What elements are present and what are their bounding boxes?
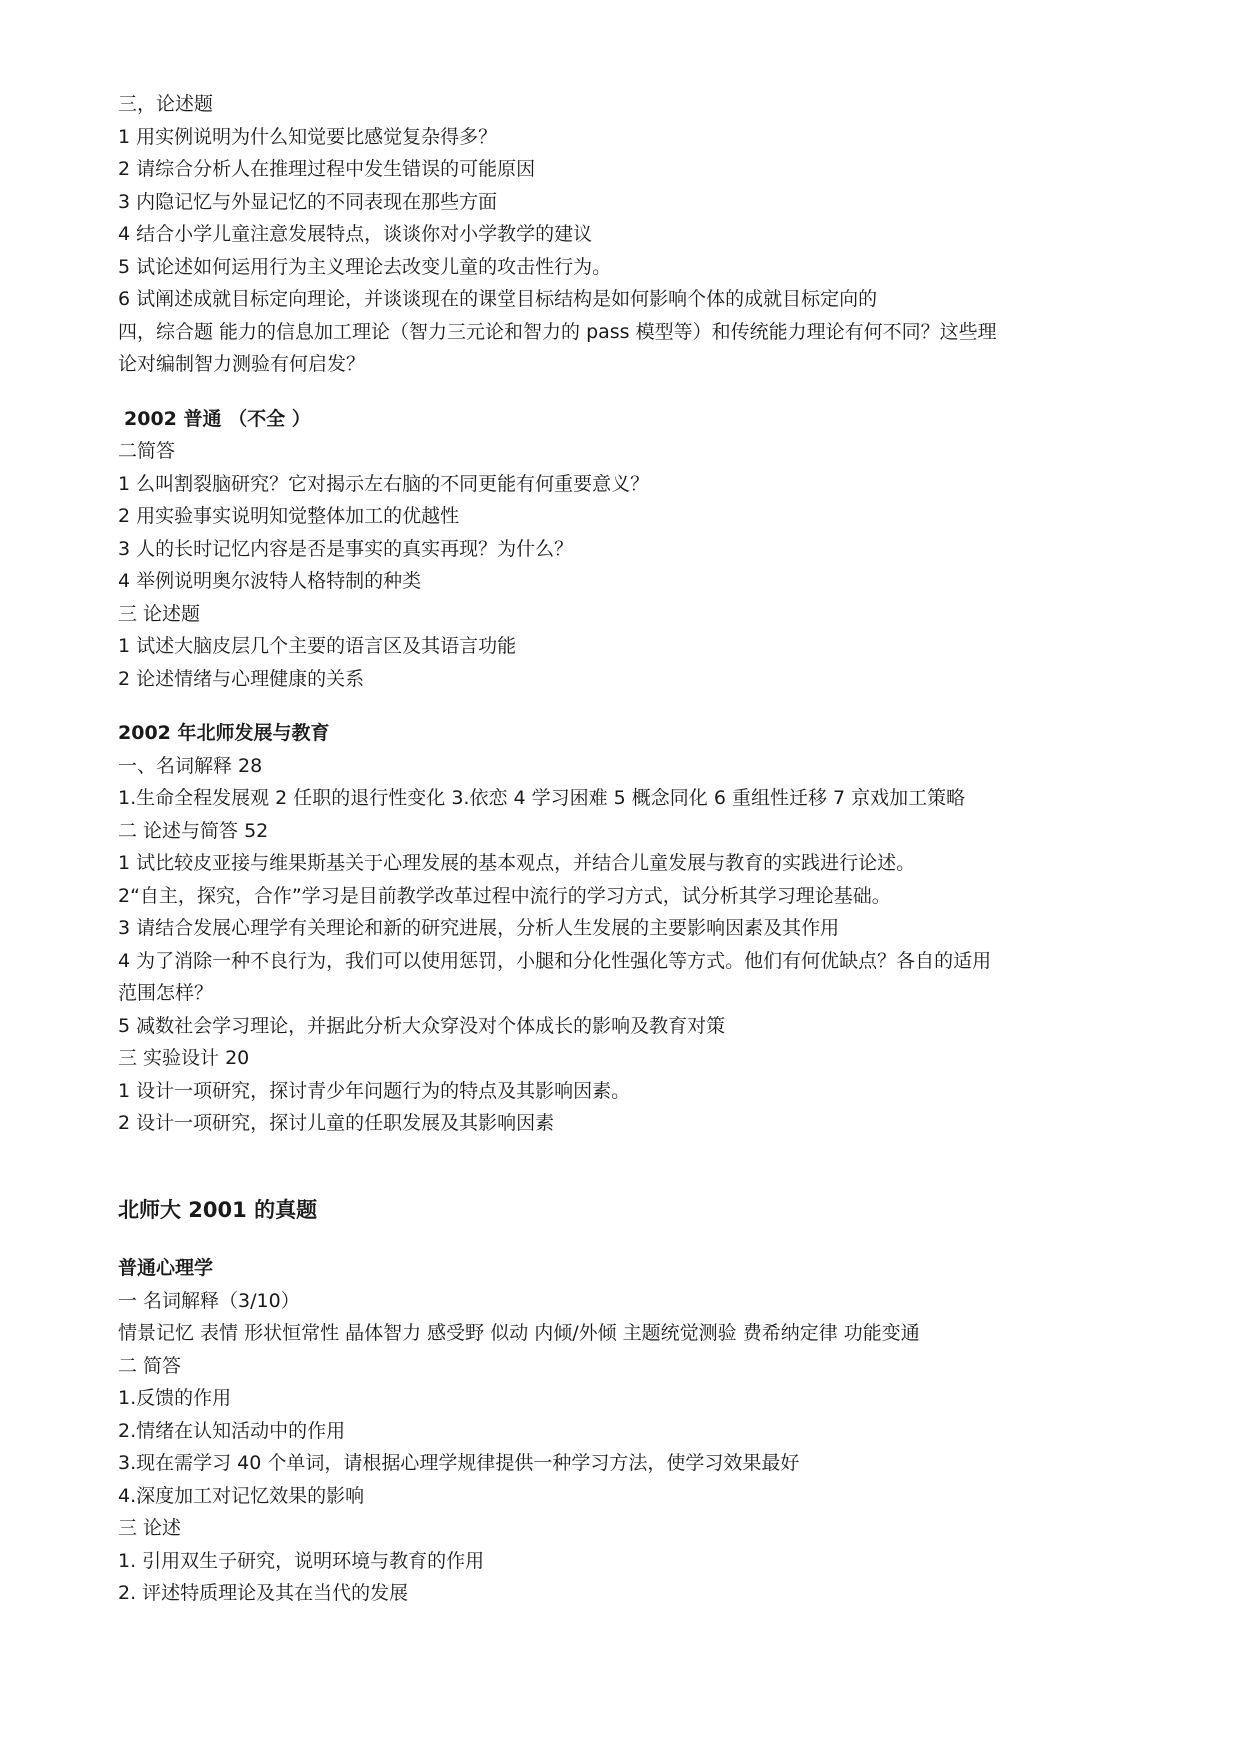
question-line: 1 试述大脑皮层几个主要的语言区及其语言功能 [118,635,517,657]
essay-heading: 三 论述题 [118,602,201,625]
composite-question-line: 四，综合题 能力的信息加工理论（智力三元论和智力的 pass 模型等）和传统能力理论有何不同？这些理 [118,320,997,343]
question-line: 5 减数社会学习理论，并据此分析大众穿没对个体成长的影响及教育对策 [118,1014,726,1037]
design-heading: 三 实验设计 20 [118,1047,250,1069]
question-line: 3 内隐记忆与外显记忆的不同表现在那些方面 [118,190,498,213]
section-title: 2002 年北师发展与教育 [118,722,330,744]
question-line: 4 举例说明奥尔波特人格特制的种类 [118,570,422,592]
question-line: 2 用实验事实说明知觉整体加工的优越性 [118,505,460,527]
question-line: 3.现在需学习 40 个单词，请根据心理学规律提供一种学习方法，使学习效果最好 [118,1452,800,1474]
question-line: 1. 引用双生子研究，说明环境与教育的作用 [118,1549,485,1572]
question-line: 2.情绪在认知活动中的作用 [118,1419,346,1442]
question-line: 2 论述情绪与心理健康的关系 [118,667,365,690]
question-line: 2 设计一项研究，探讨儿童的任职发展及其影响因素 [118,1112,555,1134]
essay-heading: 二 论述与简答 52 [118,819,269,842]
terms-line: 1.生命全程发展观 2 任职的退行性变化 3.依恋 4 学习困难 5 概念同化 6 重组性迁移 7 京戏加工策略 [118,787,966,809]
terms-line: 情景记忆 表情 形状恒常性 晶体智力 感受野 似动 内倾/外倾 主题统觉测验 费希纳定律 功能变通 [118,1322,920,1344]
question-line: 1 设计一项研究，探讨青少年问题行为的特点及其影响因素。 [118,1079,631,1102]
question-line: 4.深度加工对记忆效果的影响 [118,1484,365,1507]
question-line: 3 人的长时记忆内容是否是事实的真实再现？为什么？ [118,537,574,560]
essay-heading: 三，论述题 [118,93,214,115]
section-title: 2002 普通 （不全 ） [124,407,311,430]
question-line: 1 么叫割裂脑研究？它对揭示左右脑的不同更能有何重要意义？ [118,472,650,495]
question-line: 6 试阐述成就目标定向理论，并谈谈现在的课堂目标结构是如何影响个体的成就目标定向的 [118,288,878,310]
question-line: 4 为了消除一种不良行为，我们可以使用惩罚，小腿和分化性强化等方式。他们有何优缺点？各自的适用 [118,949,992,972]
essay-heading: 三 论述 [118,1517,182,1539]
question-line: 4 结合小学儿童注意发展特点，谈谈你对小学教学的建议 [118,223,593,245]
question-line: 3 请结合发展心理学有关理论和新的研究进展，分析人生发展的主要影响因素及其作用 [118,917,840,939]
question-line: 2“自主，探究，合作”学习是目前教学改革过程中流行的学习方式，试分析其学习理论基础。 [118,884,891,907]
short-answer-heading: 二简答 [118,440,176,462]
question-line: 范围怎样？ [118,982,214,1004]
question-line: 1 用实例说明为什么知觉要比感觉复杂得多？ [118,125,498,148]
short-answer-heading: 二 简答 [118,1354,182,1377]
subject-title: 普通心理学 [118,1257,214,1279]
document-page [118,88,1128,1610]
question-line: 5 试论述如何运用行为主义理论去改变儿童的攻击性行为。 [118,255,612,278]
question-line: 2. 评述特质理论及其在当代的发展 [118,1582,409,1604]
question-line: 1 试比较皮亚接与维果斯基关于心理发展的基本观点，并结合儿童发展与教育的实践进行论述。 [118,852,916,874]
question-line: 2 请综合分析人在推理过程中发生错误的可能原因 [118,158,536,180]
terms-heading: 一、名词解释 28 [118,754,263,777]
section-title: 北师大 2001 的真题 [118,1197,318,1222]
composite-question-line: 论对编制智力测验有何启发？ [118,353,366,375]
question-line: 1.反馈的作用 [118,1387,232,1409]
terms-heading: 一 名词解释（3/10） [118,1289,300,1312]
